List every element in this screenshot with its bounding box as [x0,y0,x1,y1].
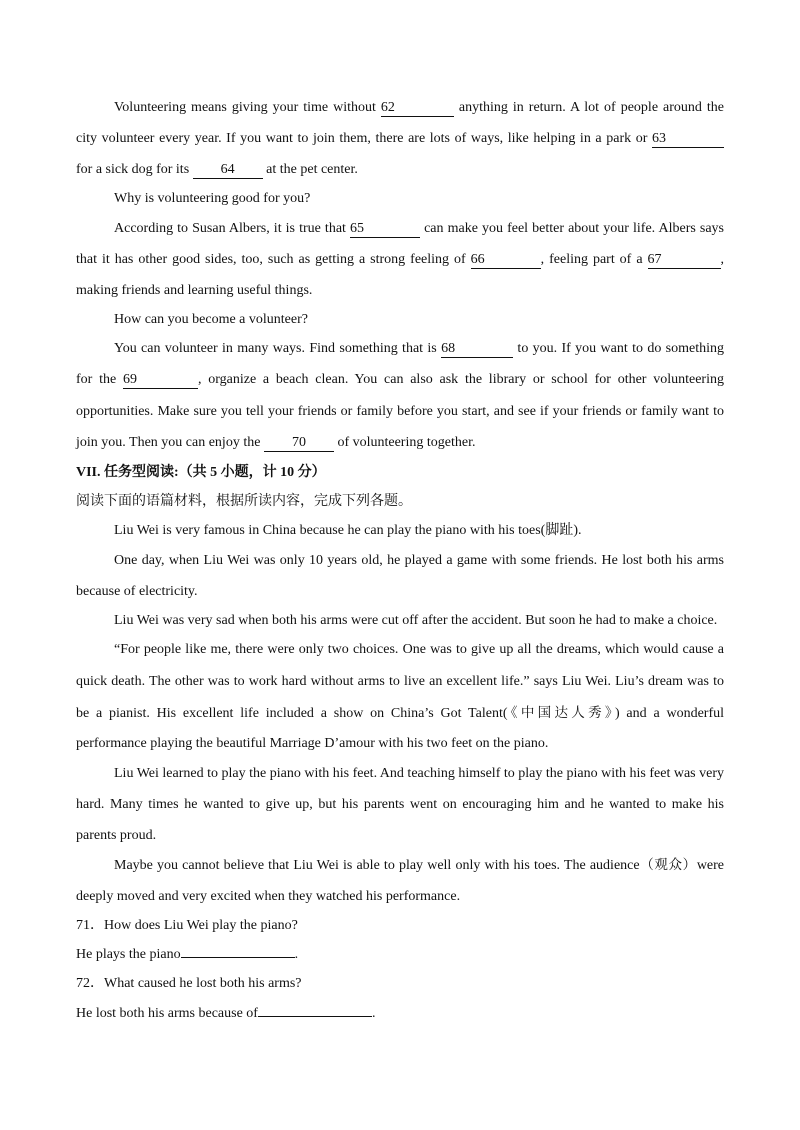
passage2-line: Liu Wei is very famous in China because he can play the piano with his toes(脚趾). [114,523,582,538]
passage1-line [114,98,724,118]
blank-63[interactable]: 63 [652,131,724,148]
passage1-question: Why is volunteering good for you? [114,191,311,206]
passage1-line: opportunities. Make sure you tell your friends or family before you start, and see if your friends or family want to [76,404,724,419]
text: city volunteer every year. If you want to join them, there are lots of ways, like helping in a park or [76,131,652,146]
passage2-line: performance playing the beautiful Marriage D’amour with his two feet on the piano. [76,736,549,751]
passage2-line: Liu Wei learned to play the piano with his feet. And teaching himself to play the piano with his feet was very [114,766,724,781]
text: Volunteering means giving your time without [114,100,381,115]
passage2-line: because of electricity. [76,584,198,599]
text: Maybe you cannot believe that Liu Wei is able to play well only with his toes. The audience [114,858,640,873]
blank-65[interactable]: 65 [350,221,420,238]
text: that it has other good sides, too, such as getting a strong feeling of [76,252,471,267]
passage1-line [76,160,724,180]
answer-71-blank[interactable] [181,957,295,958]
passage2-line: deeply moved and very excited when they watched his performance. [76,889,461,904]
passage1-line [114,339,724,359]
blank-67[interactable]: 67 [648,252,721,269]
text: He lost both his arms because of [76,1006,258,1021]
blank-70[interactable]: 70 [264,435,334,452]
blank-66[interactable]: 66 [471,252,541,269]
passage1-question: How can you become a volunteer? [114,312,308,327]
passage2-line: hard. Many times he wanted to give up, but his parents went on encouraging him and he wanted to make his [76,797,724,812]
text: for a sick dog for its [76,162,193,177]
passage1-line [76,370,724,390]
text: were [696,858,725,873]
text: （观众） [639,857,697,873]
blank-62[interactable]: 62 [381,100,454,117]
answer-72-blank[interactable] [258,1016,372,1017]
question-71: 71．How does Liu Wei play the piano? [76,918,298,933]
passage2-line: quick death. The other was to work hard without arms to live an excellent life.” says Liu Wei. Liu’s dream was to [76,674,724,689]
passage1-line [76,129,724,149]
blank-64[interactable]: 64 [193,162,263,179]
text: 《中国达人秀》 [507,705,615,721]
passage2-line: One day, when Liu Wei was only 10 years old, he played a game with some friends. He lost both his arms [114,553,724,568]
section-instruction: 阅读下面的语篇材料，根据所读内容，完成下列各题。 [76,494,412,509]
blank-68[interactable]: 68 [441,341,513,358]
text: at the pet center. [262,162,358,177]
text: He plays the piano [76,947,181,962]
text: , organize a beach clean. You can also ask the library or school for other volunteering [197,372,724,387]
text: According to Susan Albers, it is true that [114,221,351,236]
passage1-line [76,250,724,270]
text: You can volunteer in many ways. Find something that is [114,341,442,356]
text: for the [76,372,123,387]
answer-71 [76,945,724,965]
answer-72 [76,1004,724,1024]
passage2-line: parents proud. [76,828,157,843]
text: ) and a wonderful [614,706,724,721]
text: can make you feel better about your life. Albers says [420,221,724,236]
text: join you. Then you can enjoy the [76,435,264,450]
passage2-line: “For people like me, there were only two choices. One was to give up all the dreams, which would cause a [114,642,724,657]
blank-69[interactable]: 69 [123,372,198,389]
text: of volunteering together. [333,435,476,450]
section-heading: VII. 任务型阅读:（共 5 小题，计 10 分） [76,465,326,480]
passage2-line [114,855,724,876]
passage1-line: making friends and learning useful things. [76,283,313,298]
passage1-line [114,219,724,239]
text: . [294,947,299,962]
text: . [371,1006,376,1021]
text: , feeling part of a [540,252,648,267]
passage2-line [76,703,724,724]
text: be a pianist. His excellent life included a show on China’s Got Talent( [76,706,508,721]
passage2-line: Liu Wei was very sad when both his arms were cut off after the accident. But soon he had to make a choice. [114,613,718,628]
question-72: 72．What caused he lost both his arms? [76,976,302,991]
text: to you. If you want to do something [513,341,724,356]
text: anything in return. A lot of people around the [453,100,724,115]
text: , [720,252,725,267]
passage1-line [76,433,724,453]
